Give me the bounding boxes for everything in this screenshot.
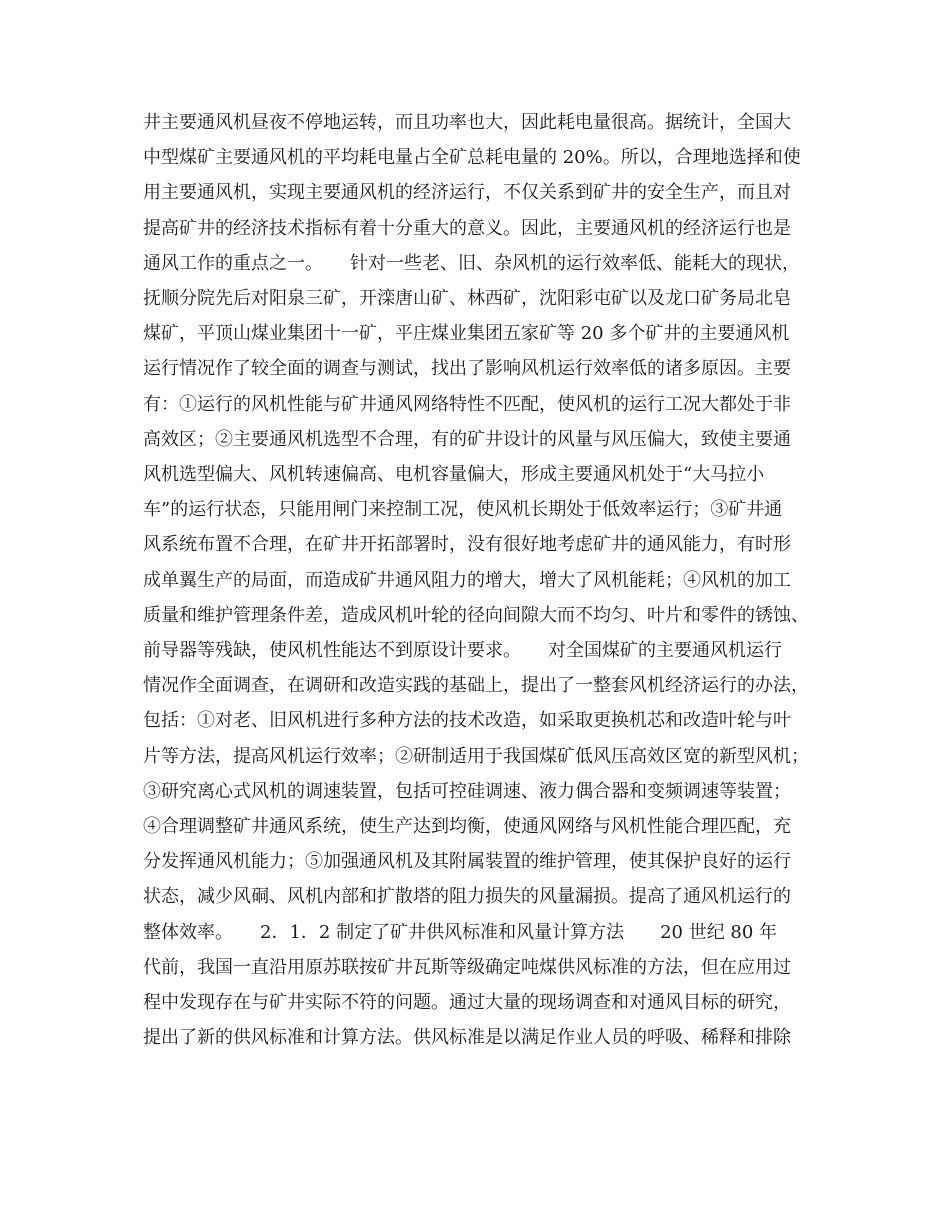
text-line: ④合理调整矿井通风系统，使生产达到均衡，使通风网络与风机性能合理匹配，充 [143, 816, 791, 837]
text-line: 包括：①对老、旧风机进行多种方法的技术改造，如采取更换机芯和改造叶轮与叶 [143, 710, 791, 732]
text-line: 提出了新的供风标准和计算方法。供风标准是以满足作业人员的呼吸、稀释和排除 [143, 1027, 791, 1049]
text-line: 通风工作的重点之一。 针对一些老、旧、杂风机的运行效率低、能耗大的现状， [143, 252, 800, 274]
text-line: ③研究离心式风机的调速装置，包括可控硅调速、液力偶合器和变频调速等装置； [143, 780, 791, 802]
text-line: 分发挥通风机能力；⑤加强通风机及其附属装置的维护管理，使其保护良好的运行 [143, 851, 791, 873]
text-line: 车”的运行状态，只能用闸门来控制工况，使风机长期处于低效率运行；③矿井通 [143, 499, 783, 521]
text-line: 抚顺分院先后对阳泉三矿，开滦唐山矿、林西矿，沈阳彩屯矿以及龙口矿务局北皂 [143, 288, 791, 309]
text-line: 成单翼生产的局面，而造成矿井通风阻力的增大，增大了风机能耗；④风机的加工 [143, 569, 791, 591]
text-line: 煤矿，平顶山煤业集团十一矿，平庄煤业集团五家矿等 20 多个矿井的主要通风机 [143, 323, 790, 345]
text-line: 中型煤矿主要通风机的平均耗电量占全矿总耗电量的 20%。所以，合理地选择和使 [143, 147, 801, 169]
text-line: 用主要通风机，实现主要通风机的经济运行，不仅关系到矿井的安全生产，而且对 [143, 182, 791, 204]
text-line: 代前，我国一直沿用原苏联按矿井瓦斯等级确定吨煤供风标准的方法，但在应用过 [143, 956, 791, 978]
text-line: 提高矿井的经济技术指标有着十分重大的意义。因此，主要通风机的经济运行也是 [143, 217, 791, 239]
text-line: 有：①运行的风机性能与矿井通风网络特性不匹配，使风机的运行工况大都处于非 [143, 393, 791, 415]
text-line: 整体效率。 2．1．2 制定了矿井供风标准和风量计算方法 20 世纪 80 年 [143, 921, 778, 943]
text-line: 情况作全面调查，在调研和改造实践的基础上，提出了一整套风机经济运行的办法， [143, 675, 809, 697]
text-line: 程中发现存在与矿井实际不符的问题。通过大量的现场调查和对通风目标的研究， [143, 992, 791, 1013]
text-line: 质量和维护管理条件差，造成风机叶轮的径向间隙大而不均匀、叶片和零件的锈蚀、 [143, 604, 809, 626]
text-line: 前导器等残缺，使风机性能达不到原设计要求。 对全国煤矿的主要通风机运行 [143, 640, 782, 661]
text-line: 状态，减少风硐、风机内部和扩散塔的阻力损失的风量漏损。提高了通风机运行的 [143, 886, 791, 908]
text-line: 运行情况作了较全面的调查与测试，找出了影响风机运行效率低的诸多原因。主要 [143, 358, 791, 380]
text-line: 井主要通风机昼夜不停地运转，而且功率也大，因此耗电量很高。据统计，全国大 [143, 112, 791, 133]
text-line: 片等方法，提高风机运行效率；②研制适用于我国煤矿低风压高效区宽的新型风机； [143, 745, 809, 767]
text-line: 高效区；②主要通风机选型不合理，有的矿井设计的风量与风压偏大，致使主要通 [143, 428, 791, 450]
text-line: 风机选型偏大、风机转速偏高、电机容量偏大，形成主要通风机处于“大马拉小 [143, 464, 765, 485]
text-line: 风系统布置不合理，在矿井开拓部署时，没有很好地考虑矿井的通风能力，有时形 [143, 534, 791, 556]
